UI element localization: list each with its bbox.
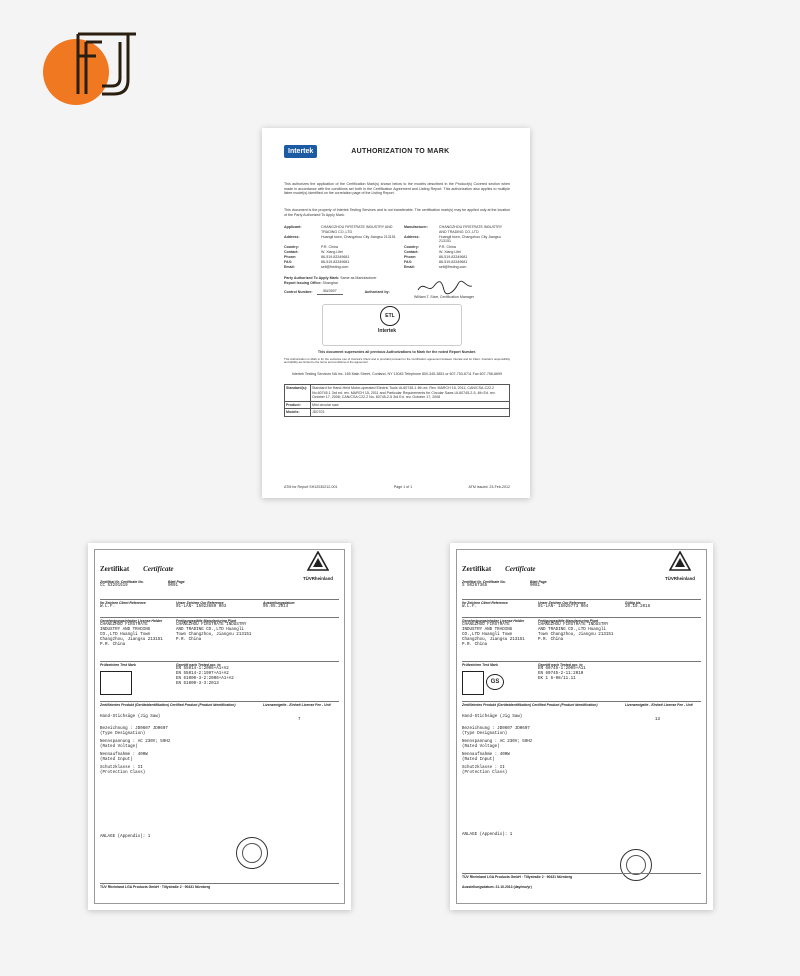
license-fee-label: Lizenzentgelte - Einheit License Fee - Unit <box>263 703 331 707</box>
product-details: Bezeichnung : JD0607 JD0607 (Type Designation) Nennspannung : AC 230V; 50Hz (Rated Voltage) Nennaufnahme : 400W (Rated Input) Schutzklasse : II (Protection Class) <box>100 727 171 775</box>
table-row: Models: JD0703 <box>285 409 509 416</box>
product-value: Mini circular saw <box>312 402 339 407</box>
manufacturing-plant-field: Fertigungsstätte Manufacturing Plant CHANGZHOU FIRSTRATE INDUSTRY AND TRADING CO.,LTD Huangli Town Changzhou, Jiangsu 213151 P.R. China <box>538 619 614 643</box>
issue-date-line: Ausstellungsdatum: 21.10.2013 (day/mo/yr) <box>462 885 532 889</box>
cert-number-field: Zertifikat Nr. Certificate No. S 50267365 <box>462 580 506 589</box>
certificate-heading: Zertifikat Certificate <box>462 565 536 573</box>
manufacturer-name: CHANGZHOU FIRSTRATE INDUSTRY AND TRADING CO.,LTD <box>439 225 503 234</box>
page-field: Blatt Page 0001 <box>168 580 185 589</box>
tuv-test-mark-icon <box>100 671 132 695</box>
legal-text: This Authorization to Mark is for the exclusive use of Intertek's Client and is provided pursuant to the Certification agreement between Intertek and its Client. Intertek's responsibility and liability are limited to the terms and conditions of the agreement. <box>284 357 510 365</box>
handwritten-signature <box>414 278 474 296</box>
client-ref-field: Ihr Zeichen Client Reference W.L.F. <box>100 601 146 610</box>
tuv-logo: TÜVRheinland <box>659 551 701 587</box>
intro-paragraph: This authorizes the application of the Certification Mark(s) shown below to the models described in the Product(s) Covered section when made in accordance with the conditions set forth in the Certification Agreement and Listing Report. This authorization also applies to multiple listee model(s) identified on the correlation page of the Listing Report. <box>284 182 510 196</box>
control-number: 3643597 <box>317 289 343 295</box>
test-mark-label: Prüfzeichen Test Mark <box>100 663 136 667</box>
certified-product-label: Zertifiziertes Produkt (Geräteidentifikation) Certified Product (Product Identification) <box>462 703 598 707</box>
client-ref-field: Ihr Zeichen Client Reference W.L.F. <box>462 601 508 610</box>
applicant-name: CHANGZHOU FIRSTRATE INDUSTRY AND TRADING CO.,LTD <box>321 225 393 234</box>
models-value: JD0703 <box>312 410 325 415</box>
applicant-manufacturer-grid: Applicant: CHANGZHOU FIRSTRATE INDUSTRY AND TRADING CO.,LTD Manufacturer: CHANGZHOU FIRSTRATE INDUSTRY AND TRADING CO.,LTD Address: Huangli town, Changzhou City Jiangsu 213151 Address: Huangli town, Changzhou City Jiangsu 213151 Country: P.R. China Country: P.R. China Contact: W. Xiang Lifei Contact: W. Xiang Lifei Phone: 86-519-83349681 Phone: 86-519-83349681 FAX: 86-519-83349681 FAX: 86-519-83349681 Email: sell@firsting.com Email: sell@firsting.com <box>284 225 510 270</box>
intertek-brand-logo: Intertek <box>284 145 317 158</box>
our-ref-field: Unser Zeichen Our Reference 01-LAN- 15025773 004 <box>538 601 589 610</box>
tuv-triangle-icon <box>669 551 691 571</box>
certified-product-label: Zertifiziertes Produkt (Geräteidentifikation) Certified Product (Product Identification) <box>100 703 236 707</box>
tuv-logo: TÜVRheinland <box>297 551 339 587</box>
supersedes-note: This document supersedes all previous Authorizations to Mark for the noted Report Number. <box>317 350 477 354</box>
tuv-triangle-icon <box>307 551 329 571</box>
address-block: Intertek Testing Services NA Inc. 165 Main Street, Cortland, NY 13045 Telephone 800-345-3851 or 607-753-6711 Fax 607-756-6699 <box>291 372 503 376</box>
property-paragraph: This document is the property of Intertek Testing Services and is not transferable. The certification mark(s) may be applied only at the location of the Party Authorized To Apply Mark. <box>284 208 510 217</box>
document-footer: ATM for Report SH12030212-001 Page 1 of 1 ATM Issued: 23-Feb-2012 <box>284 485 510 490</box>
tuv-certificate-left <box>88 543 351 910</box>
etl-mark-icon: ETL <box>380 306 400 326</box>
test-mark-label: Prüfzeichen Test Mark <box>462 663 498 667</box>
valid-until-field: Gültig bis 20.10.2016 <box>625 601 651 610</box>
standards-table <box>284 384 510 417</box>
certified-product-name: Hand-Stichsäge (Jig Saw) <box>462 715 523 719</box>
official-seal-stamp <box>620 849 652 881</box>
license-fee-label: Lizenzentgelte - Einheit License Fee - Unit <box>625 703 693 707</box>
tuv-certificate-right <box>450 543 713 910</box>
appendix-note: ANLAGE (Appendix): 1 <box>100 835 151 839</box>
authorization-block: Party Authorized To Apply Mark: Same as Manufacturer Report Issuing Office: Shanghai Control Number: 3643597 Authorized by: William T. Starr, Certification Manager <box>284 276 510 299</box>
table-row: Product: Mini circular saw <box>285 402 509 410</box>
issuer-footer: TÜV Rheinland LGA Products GmbH · Tillystraße 2 · 90431 Nürnberg <box>462 875 573 879</box>
page-field: Blatt Page 0081 <box>530 580 547 589</box>
appendix-note: ANLAGE (Appendix): 1 <box>462 833 513 837</box>
tuv-test-mark-icon <box>462 671 484 695</box>
issue-date-field: Ausstellungsdatum 05.05.2014 <box>263 601 295 610</box>
gs-mark-icon: GS <box>486 674 504 690</box>
intertek-authorization-document <box>262 128 530 498</box>
etl-mark-wordmark: Intertek <box>378 328 397 334</box>
product-details: Bezeichnung : JD0607 JD0607 (Type Designation) Nennspannung : AC 230V; 50Hz (Rated Voltage) Nennaufnahme : 400W (Rated Input) Schutzklasse : II (Protection Class) <box>462 727 533 775</box>
license-holder-field: Genehmigungsinhaber License Holder CHANGZHOU FIRSTRATE INDUSTRY AND TRADING CO.,LTD Huangli Town Changzhou, Jiangsu 213151 P.R. China <box>462 619 525 648</box>
fee-unit: 7 <box>298 718 301 722</box>
manufacturing-plant-field: Fertigungsstätte Manufacturing Plant CHANGZHOU FIRSTRATE INDUSTRY AND TRADING CO.,LTD Huangli Town Changzhou, Jiangsu 213151 P.R. China <box>176 619 252 643</box>
table-row: Standard(s): Standard for Hand-Held Motor-operated Electric Tools UL60745-1 4th ed. Rev. MARCH 15, 2011; CAN/CSA-C22.2 No.60745-1 3rd ed. rev. MARCH 15, 2011 and Particular Requirements for Circular Saws UL60745-2-5, 4th Ed. rev. October 17, 2008; CAN/CSA C22.2 No. 60745-2-5 3rd Ed. rev. October 17, 2008 <box>285 385 509 402</box>
standard-value: Standard for Hand-Held Motor-operated Electric Tools UL60745-1 4th ed. Rev. MARCH 15, 2011; CAN/CSA-C22.2 No.60745-1 3rd ed. rev. MARCH 15, 2011 and Particular Requirements for Circular Saws UL60745-2-5, 4th Ed. rev. October 17, 2008; CAN/CSA C22.2 No. 60745-2-5 3rd Ed. rev. October 17, 2008 <box>312 386 496 400</box>
fee-unit: 13 <box>655 718 661 722</box>
tested-standards-field: Geprüft nach Tested acc. to EN 60745-1:2009+A11 EN 60745-2-11:2010 EK 1 6-08/11.11 <box>538 663 586 682</box>
company-logo <box>40 22 146 108</box>
intertek-header <box>284 142 512 160</box>
issuer-footer: TÜV Rheinland LGA Products GmbH · Tillystraße 2 · 90431 Nürnberg <box>100 885 211 889</box>
certificate-heading: Zertifikat Certificate <box>100 565 174 573</box>
license-holder-field: Genehmigungsinhaber License Holder CHANGZHOU FIRSTRATE INDUSTRY AND TRADING CO.,LTD Huangli Town Changzhou, Jiangsu 213151 P.R. China <box>100 619 163 648</box>
our-ref-field: Unser Zeichen Our Reference 01-LAN- 15023680 003 <box>176 601 227 610</box>
certified-product-name: Hand-Stichsäge (Jig Saw) <box>100 715 161 719</box>
logo-circle <box>43 39 109 105</box>
document-title: AUTHORIZATION TO MARK <box>351 147 450 155</box>
signer-name: William T. Starr, Certification Manager <box>414 294 475 299</box>
official-seal-stamp <box>236 837 268 869</box>
tested-standards-field: Geprüft nach Tested acc. to EN 55014-1:2006+A1+A2 EN 55014-2:1997+A1+A2 EN 61000-3-2:2006+A1+A2 EN 61000-3-3:2013 <box>176 663 234 687</box>
cert-number-field: Zertifikat Nr. Certificate No. CC 53291519 <box>100 580 144 589</box>
